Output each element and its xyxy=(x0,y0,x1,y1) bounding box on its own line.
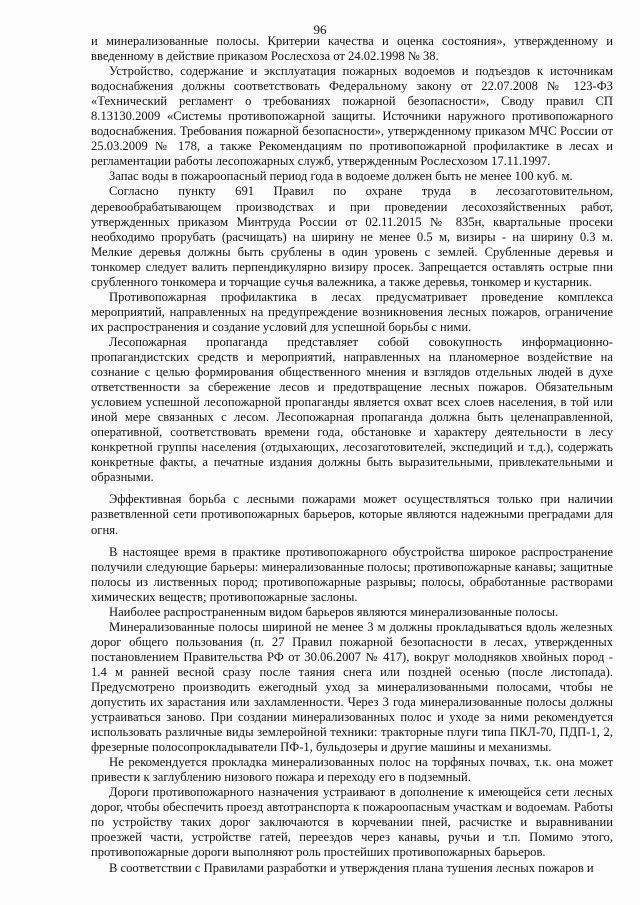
paragraph: Не рекомендуется прокладка минерализованных полос на торфяных почвах, т.к. она может привести к заглублению низового пожара и переходу его в подземный. xyxy=(91,755,613,785)
paragraph: Минерализованные полосы шириной не менее 3 м должны прокладываться вдоль железных дорог общего пользования (п. 27 Правил пожарной безопасности в лесах, утвержденных постановлением Правительства РФ от 30.06.2007 № 417), вокруг молодняков хвойных пород - 1.4 м ранней весной сразу после таяния снега или поздней осенью (после листопада). Предусмотрено производить ежегодный уход за минерализованными полосами, чтобы не допустить их зарастания или захламленности. Через 3 года минерализованные полосы должны устраиваться заново. При создании минерализованных полос и уходе за ними рекомендуется использовать различные виды землеройной техники: тракторные плуги типа ПКЛ-70, ПДП-1, 2, фрезерные полосопрокладыватели ПФ-1, бульдозеры и другие машины и механизмы. xyxy=(91,619,613,755)
paragraph: Устройство, содержание и эксплуатация пожарных водоемов и подъездов к источникам водоснабжения должны соответствовать Федеральному закону от 22.07.2008 № 123-ФЗ «Технический регламент о требованиях пожарной безопасности», Своду правил СП 8.13130.2009 «Системы противопожарной защиты. Источники наружного противопожарного водоснабжения. Требования пожарной безопасности», утвержденному приказом МЧС России от 25.03.2009 № 178, а также Рекомендациям по противопожарной профилактике в лесах и регламентации работы лесопожарных служб, утвержденным Рослесхозом 17.11.1997. xyxy=(91,64,613,169)
paragraph: В настоящее время в практике противопожарного обустройства широкое распространение получили следующие барьеры: минерализованные полосы; противопожарные канавы; защитные полосы из лиственных пород; противопожарные разрывы; полосы, обработанные растворами химических веществ; противопожарные заслоны. xyxy=(91,544,613,604)
paragraph: Согласно пункту 691 Правил по охране труда в лесозаготовительном, деревообрабатывающем производствах и при проведении лесохозяйственных работ, утвержденных приказом Минтруда России от 02.11.2015 № 835н, квартальные просеки необходимо прорубать (расчищать) на ширину не менее 0.5 м, визиры - на ширину 0.3 м. Мелкие деревья должны быть срублены в один уровень с землей. Срубленные деревья и тонкомер следует валить перпендикулярно визиру просек. Запрещается оставлять острые пни срубленного тонкомера и торчащие сучья валежника, а также деревья, тонкомер и кустарник. xyxy=(91,184,613,289)
paragraph: Дороги противопожарного назначения устраивают в дополнение к имеющейся сети лесных дорог, чтобы обеспечить проезд автотранспорта к пожароопасным участкам и водоемам. Работы по устройству таких дорог заключаются в корчевании пней, расчистке и выравнивании проезжей части, устройстве гатей, переездов через канавы, ручьи и т.п. Помимо этого, противопожарные дороги выполняют роль простейших противопожарных барьеров. xyxy=(91,785,613,860)
paragraph: Наиболее распространенным видом барьеров являются минерализованные полосы. xyxy=(109,604,559,619)
document-body xyxy=(91,34,613,876)
paragraph: Эффективная борьба с лесными пожарами может осуществляться только при наличии разветвленной сети противопожарных барьеров, которые являются надежными преградами для огня. xyxy=(91,492,613,537)
page-number: 96 xyxy=(313,22,327,37)
paragraph: Запас воды в пожароопасный период года в водоеме должен быть не менее 100 куб. м. xyxy=(109,169,573,184)
paragraph: Противопожарная профилактика в лесах предусматривает проведение комплекса мероприятий, направленных на предупреждение возникновения лесных пожаров, ограничение их распространения и создание условий для успешной борьбы с ними. xyxy=(91,289,613,334)
paragraph: и минерализованные полосы. Критерии качества и оценка состояния», утвержденному и введенному в действие приказом Рослесхоза от 24.02.1998 № 38. xyxy=(91,34,613,64)
paragraph: Лесопожарная пропаганда представляет собой совокупность информационно-пропагандистских средств и мероприятий, направленных на планомерное воздействие на сознание с целью формирования общественного мнения и взглядов отдельных людей в духе ответственности за сбережение лесов и предотвращение лесных пожаров. Обязательным условием успешной лесопожарной пропаганды является охват всех слоев населения, в той или иной мере связанных с лесом. Лесопожарная пропаганда должна быть целенаправленной, оперативной, соответствовать времени года, обстановке и характеру деятельности в лесу конкретной группы населения (отдыхающих, лесозаготовителей, экспедиций и т.д.), содержать конкретные факты, а печатные издания должны быть выразительными, привлекательными и образными. xyxy=(91,334,613,485)
paragraph: В соответствии с Правилами разработки и утверждения плана тушения лесных пожаров и xyxy=(109,860,594,875)
